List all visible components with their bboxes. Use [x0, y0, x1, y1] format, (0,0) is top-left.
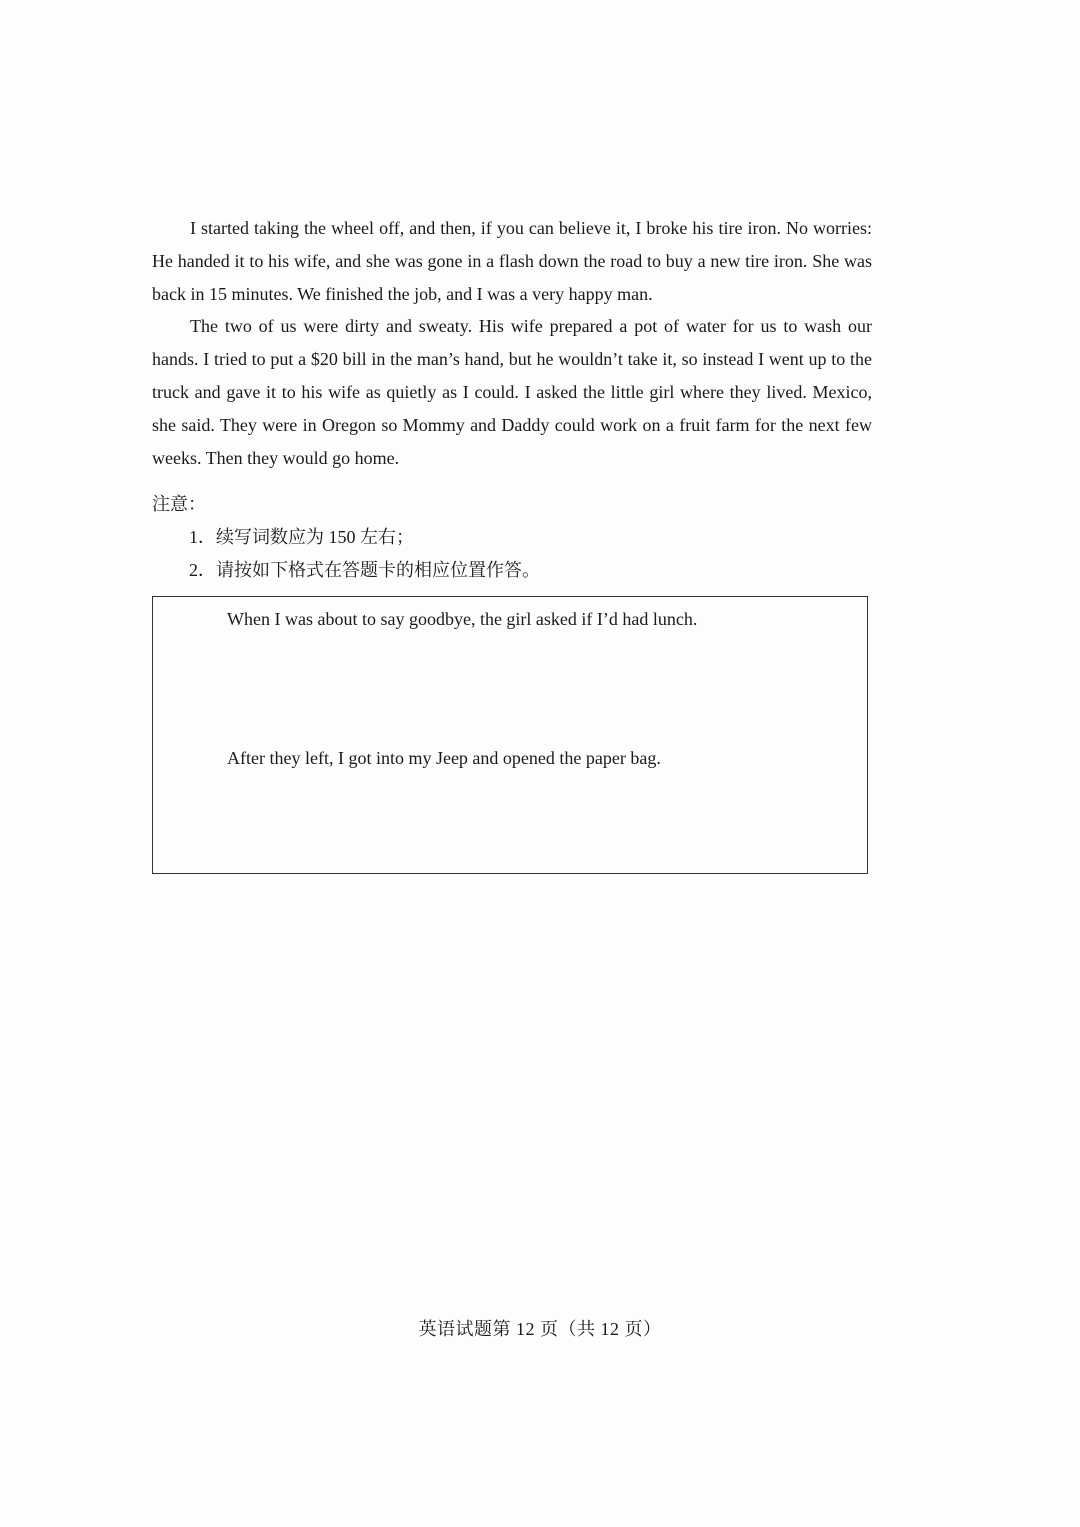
- paragraph-1-start-sentence: When I was about to say goodbye, the girl asked if I’d had lunch.: [227, 609, 698, 629]
- passage-paragraph-2: The two of us were dirty and sweaty. His wife prepared a pot of water for us to wash our hands. I tried to put a $20 bill in the man’s hand, but he wouldn’t take it, so instead I went up to the truck and gave it to his wife as quietly as I could. I asked the little girl where they lived. Mexico, she said. They were in Oregon so Mommy and Daddy could work on a fruit farm for the next few weeks. Then they would go home.: [152, 316, 872, 468]
- notes-title: 注意：: [152, 494, 206, 514]
- passage-paragraph-1: I started taking the wheel off, and then, if you can believe it, I broke his tire iron. No worries: He handed it to his wife, and she was gone in a flash down the road to buy a new tire iron. She was back in 15 minutes. We finished the job, and I was a very happy man.: [152, 218, 872, 304]
- notes-section: [152, 488, 872, 587]
- answer-format-box: [152, 596, 868, 874]
- page-footer: 英语试题第 12 页（共 12 页）: [418, 1319, 662, 1339]
- paragraph-2-start-sentence: After they left, I got into my Jeep and opened the paper bag.: [227, 748, 661, 768]
- passage: [152, 212, 872, 474]
- note-item-word-count: 1．续写词数应为 150 左右；: [189, 527, 414, 547]
- note-item-format: 2．请按如下格式在答题卡的相应位置作答。: [189, 560, 540, 580]
